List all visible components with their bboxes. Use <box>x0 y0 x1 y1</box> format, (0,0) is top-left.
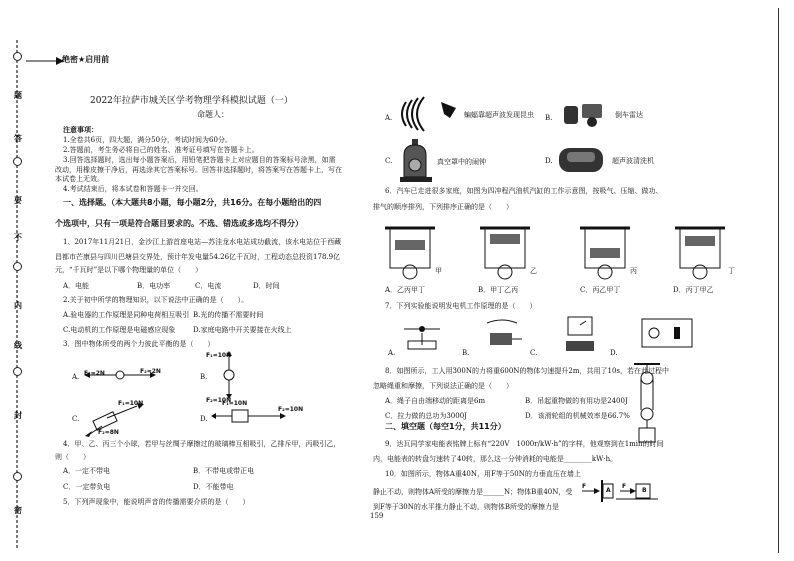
engine-label: 丁 <box>728 267 735 275</box>
q9-line: 9．达瓦同学家电能表铭牌上标有“220V 1000r/kW·h”的字样，他观察到在1min的时间 <box>385 440 664 448</box>
q7-experiments-figure <box>400 315 740 357</box>
binding-hole <box>13 262 22 271</box>
q7-option: C. <box>530 349 538 357</box>
q10-fig-label: A <box>606 487 611 494</box>
page-number: 159 <box>370 512 384 520</box>
q3-b-f1: F₁=10N <box>206 352 232 359</box>
header-arrow-icon <box>26 55 66 67</box>
section1-heading: 个选项中，只有一项是符合题目要求的。不选、错选或多选均不得分） <box>55 219 303 228</box>
engine-label: 甲 <box>435 267 442 275</box>
q5-caption-d: 超声波清洗机 <box>612 157 654 165</box>
binding-char: 封 <box>14 411 22 420</box>
q5-stem: 5．下列声现象中，能说明声音的传播需要介质的是（ ） <box>63 498 250 506</box>
q4-option: C．一定带负电 <box>63 483 111 491</box>
section2-heading: 二、填空题（每空1分，共11分） <box>385 422 506 431</box>
q3-stem: 3．图中物体所受的两个力彼此平衡的是（ ） <box>63 340 215 348</box>
engine-label: 丙 <box>630 267 637 275</box>
q8-option: D．该滑轮组的机械效率是66.7% <box>525 412 630 420</box>
binding-char: 内 <box>14 301 22 310</box>
note-line: 3.回答选择题时，选出每小题答案后，用铅笔把答题卡上对应题目的答案标号涂黑，如需 <box>63 156 336 164</box>
notes-title: 注意事项： <box>63 126 98 134</box>
q1-option: B．电功率 <box>137 282 171 290</box>
vacuum-bell-jar-image <box>398 137 438 183</box>
q6-line: 排气的顺序排列，下列排序正确的是（ ） <box>373 203 513 211</box>
note-line: 改动，用橡皮擦干净后，再选涂其它答案标号。回答非选择题时，将答案写在答题卡上，写在 <box>55 166 342 174</box>
q5-caption-a: 蝙蝠靠超声波发现昆虫 <box>464 111 534 119</box>
q1-option: A．电能 <box>63 282 90 290</box>
exam-author: 命题人： <box>197 110 229 119</box>
binding-hole <box>13 472 22 481</box>
note-line: 2.答题前，考生务必将自己的姓名、准考证号填写在答题卡上。 <box>63 146 259 154</box>
binding-char: 不 <box>14 233 22 242</box>
q4-option: A．一定不带电 <box>63 467 111 475</box>
exam-title: 2022年拉萨市城关区学考物理学科模拟试题（一） <box>90 96 293 106</box>
q3-c-f1: F₁=10N <box>118 400 144 407</box>
note-line: 4.考试结束后，将本试卷和答题卡一并交回。 <box>63 185 203 193</box>
q8-option: C．拉力做的总功为3000J <box>385 412 467 420</box>
q6-option: D．丙丁甲乙 <box>673 286 714 294</box>
q4-option: B．不带电或带正电 <box>193 467 255 475</box>
q3-option-a: A. <box>72 373 80 381</box>
binding-char: 要 <box>14 196 22 205</box>
q1-option: D．时间 <box>253 282 280 290</box>
q3-option-b: B. <box>200 373 208 381</box>
q10-fig-label: B <box>642 487 647 494</box>
q9-line: 内，电能表的转盘匀速转了40转，那么这一分钟消耗的电能是________kW·h。 <box>373 455 618 463</box>
q4-option: D．不能带电 <box>193 483 234 491</box>
q10-line: 到F等于30N的水平推力静止不动，则物体B所受的摩擦力是 <box>373 503 560 511</box>
q2-option: A.验电器的工作原理是同种电荷相互吸引 <box>63 311 190 319</box>
binding-char: 线 <box>14 341 22 350</box>
q3-option-c: C. <box>72 415 80 423</box>
q7-option: A. <box>388 349 396 357</box>
q3-d-f2: F₂=10N <box>278 406 304 413</box>
q3-a-f2: F₂=2N <box>140 368 161 375</box>
binding-hole <box>13 157 22 166</box>
q1-line: 1、2017年11月21日，金沙江上游首座电站—苏洼龙水电站成功截流，该水电站位于西藏 <box>63 238 342 246</box>
q6-option: B．甲丁乙丙 <box>478 286 519 294</box>
binding-char: 答 <box>14 134 22 143</box>
q7-option: B. <box>462 349 470 357</box>
q2-option: D.家庭电路中开关要接在火线上 <box>193 326 292 334</box>
q2-option: C.电动机的工作原理是电磁感应现象 <box>63 326 176 334</box>
binding-hole <box>13 367 22 376</box>
q1-option: C．电流 <box>195 282 222 290</box>
q8-option: A．绳子自由端移动的距离是6m <box>385 397 486 405</box>
binding-char: 题 <box>14 91 22 100</box>
q5-option-c: C. <box>385 157 393 165</box>
q7-stem: 7．下列实验能说明发电机工作原理的是（ ） <box>385 302 537 310</box>
q3-option-d: D. <box>200 415 208 423</box>
q10-fig-label: F <box>582 483 587 490</box>
q4-line: 4．甲、乙、丙三个小球，若甲与丝绸子摩擦过的玻璃棒互相吸引，乙排斥甲，丙吸引乙， <box>63 440 341 448</box>
q2-stem: 2.关于初中所学的物理知识，以下说法中正确的是（ ）。 <box>63 296 249 304</box>
q8-line: 忽略绳重和摩擦，下列说法正确的是（ ） <box>373 382 513 390</box>
q6-line: 6．汽车已走进很多家庭，如图为四冲程汽油机汽缸的工作示意图，按吸气、压缩、做功、 <box>385 187 663 195</box>
reversing-radar-image <box>556 96 616 132</box>
page-edge <box>778 8 779 553</box>
q3-a-f1: F₁=2N <box>84 370 105 377</box>
engine-label: 乙 <box>530 267 537 275</box>
ultrasonic-cleaner-image <box>557 140 605 176</box>
q10-line: 静止不动，则物体A所受的摩擦力是______N；物体B重40N，受 <box>373 488 573 496</box>
q10-line: 10．如图所示，物体A重40N，用F等于50N的力垂直压在墙上 <box>385 470 581 478</box>
q5-option-b: B. <box>545 114 553 122</box>
q3-d-f1: F₁=10N <box>222 400 248 407</box>
q4-line: 则（ ） <box>55 453 90 461</box>
note-line: 本试卷上无效。 <box>55 175 104 183</box>
q1-line: 昌都市芒康县与四川巴塘县交界处，预计年发电量54.26亿千瓦时，工程动态总投资178.9亿 <box>55 253 341 261</box>
q8-line: 8．如图所示，工人用300N的力将重600N的物体匀速提升2m，共用了10s，若在此过程中 <box>385 367 670 375</box>
q5-option-d: D. <box>545 157 553 165</box>
q8-option: B．吊起重物做的有用功是2400J <box>525 397 628 405</box>
pulley-figure <box>632 362 662 452</box>
binding-margin <box>0 0 40 561</box>
q3-c-f2: F₂=8N <box>98 429 119 436</box>
q7-option: D. <box>610 349 618 357</box>
q2-option: B.光的传播不需要时间 <box>193 311 264 319</box>
note-line: 1.全卷共6页，四大题，满分50分，考试时间为60分。 <box>63 136 232 144</box>
binding-char: 密 <box>14 506 22 515</box>
q10-fig-label: F <box>622 483 627 490</box>
q5-option-a: A. <box>385 114 393 122</box>
q5-caption-b: 倒车雷达 <box>615 111 643 119</box>
bat-ultrasound-image <box>396 94 466 134</box>
header-tag: 绝密★启用前 <box>62 55 110 64</box>
q6-option: C．丙乙甲丁 <box>580 286 621 294</box>
q6-option: A．乙丙甲丁 <box>385 286 426 294</box>
q10-figure <box>580 480 660 502</box>
binding-hole <box>13 52 22 61</box>
section1-heading: 一、选择题。（本大题共8小题，每小题2分，共16分。在每小题给出的四 <box>63 198 322 207</box>
q5-caption-c: 真空罩中的闹钟 <box>437 158 486 166</box>
q1-line: 元，“千瓦时”是以下哪个物理量的单位（ ） <box>55 266 203 274</box>
q3-b-f2: F₂=10N <box>206 397 232 404</box>
